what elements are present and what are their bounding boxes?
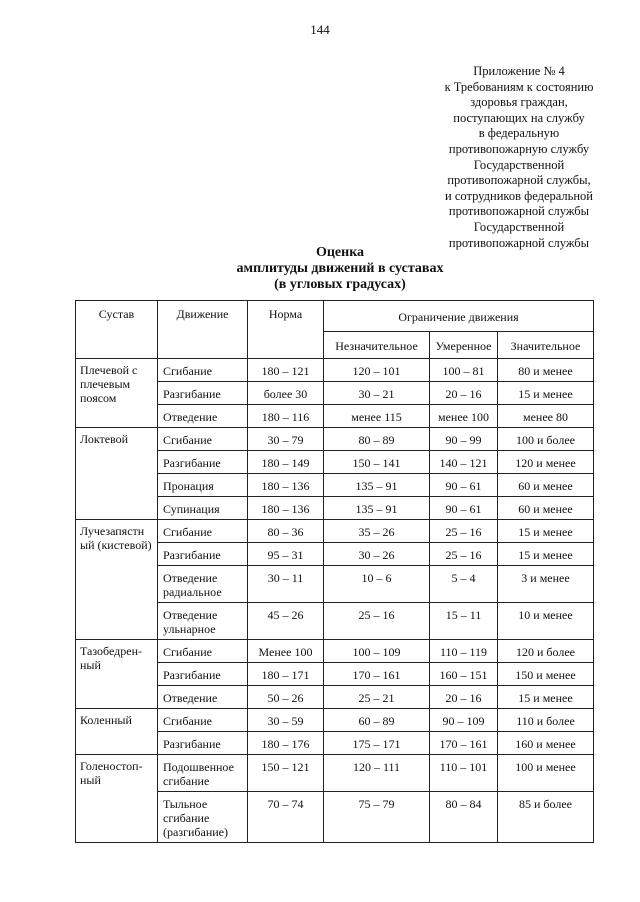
joint-cell: Лучезапястн ый (кистевой) <box>76 520 158 640</box>
movement-cell: Сгибание <box>158 359 248 382</box>
moderate-cell: 25 – 16 <box>430 520 498 543</box>
header-slight: Незначительное <box>324 332 430 359</box>
appendix-line: противопожарной службы <box>448 235 590 250</box>
moderate-cell: 110 – 101 <box>430 755 498 792</box>
movement-cell: Сгибание <box>158 640 248 663</box>
appendix-line: поступающих на службу <box>453 110 585 125</box>
moderate-cell: 110 – 119 <box>430 640 498 663</box>
significant-cell: 15 и менее <box>498 686 594 709</box>
moderate-cell: 90 – 99 <box>430 428 498 451</box>
movement-cell: Сгибание <box>158 428 248 451</box>
movement-cell: Разгибание <box>158 543 248 566</box>
significant-cell: 150 и менее <box>498 663 594 686</box>
slight-cell: 135 – 91 <box>324 474 430 497</box>
slight-cell: 100 – 109 <box>324 640 430 663</box>
title-line: (в угловых градусах) <box>274 277 406 292</box>
moderate-cell: 90 – 109 <box>430 709 498 732</box>
norm-cell: 180 – 176 <box>248 732 324 755</box>
movement-cell: Сгибание <box>158 709 248 732</box>
slight-cell: 80 – 89 <box>324 428 430 451</box>
joint-cell: Плечевой с плечевым поясом <box>76 359 158 428</box>
slight-cell: 25 – 16 <box>324 603 430 640</box>
appendix-line: противопожарной службы <box>448 204 590 219</box>
moderate-cell: 90 – 61 <box>430 474 498 497</box>
norm-cell: 30 – 11 <box>248 566 324 603</box>
appendix-line: Государственной <box>473 219 565 234</box>
movement-cell: Разгибание <box>158 732 248 755</box>
title-line: Оценка <box>315 245 365 260</box>
movement-cell: Отведение <box>158 405 248 428</box>
significant-cell: 60 и менее <box>498 497 594 520</box>
significant-cell: 120 и менее <box>498 451 594 474</box>
joint-cell: Коленный <box>76 709 158 755</box>
header-movement: Движение <box>158 301 248 359</box>
slight-cell: 10 – 6 <box>324 566 430 603</box>
significant-cell: 10 и менее <box>498 603 594 640</box>
slight-cell: 150 – 141 <box>324 451 430 474</box>
significant-cell: 80 и менее <box>498 359 594 382</box>
header-joint: Сустав <box>76 301 158 359</box>
range-of-motion-table <box>75 300 594 843</box>
appendix-line: в федеральную <box>478 126 560 141</box>
title-line: амплитуды движений в суставах <box>236 261 444 276</box>
norm-cell: 45 – 26 <box>248 603 324 640</box>
header-significant: Значительное <box>498 332 594 359</box>
slight-cell: 25 – 21 <box>324 686 430 709</box>
appendix-line: противопожарной службы, <box>447 173 591 188</box>
movement-cell: Разгибание <box>158 451 248 474</box>
page-number: 144 <box>310 22 330 37</box>
moderate-cell: 140 – 121 <box>430 451 498 474</box>
significant-cell: 60 и менее <box>498 474 594 497</box>
significant-cell: 15 и менее <box>498 382 594 405</box>
norm-cell: 30 – 59 <box>248 709 324 732</box>
significant-cell: 110 и более <box>498 709 594 732</box>
slight-cell: 120 – 111 <box>324 755 430 792</box>
norm-cell: 180 – 136 <box>248 474 324 497</box>
moderate-cell: 80 – 84 <box>430 792 498 843</box>
significant-cell: 120 и более <box>498 640 594 663</box>
appendix-line: и сотрудников федеральной <box>445 188 593 203</box>
moderate-cell: 20 – 16 <box>430 686 498 709</box>
norm-cell: 180 – 121 <box>248 359 324 382</box>
movement-cell: Разгибание <box>158 382 248 405</box>
slight-cell: 60 – 89 <box>324 709 430 732</box>
moderate-cell: 20 – 16 <box>430 382 498 405</box>
moderate-cell: менее 100 <box>430 405 498 428</box>
significant-cell: 100 и менее <box>498 755 594 792</box>
table-row <box>76 709 594 732</box>
table-row <box>76 755 594 792</box>
significant-cell: 100 и более <box>498 428 594 451</box>
appendix-line: Государственной <box>473 157 565 172</box>
slight-cell: 75 – 79 <box>324 792 430 843</box>
slight-cell: 30 – 21 <box>324 382 430 405</box>
slight-cell: 175 – 171 <box>324 732 430 755</box>
movement-cell: Отведение <box>158 686 248 709</box>
norm-cell: 70 – 74 <box>248 792 324 843</box>
slight-cell: 170 – 161 <box>324 663 430 686</box>
joint-cell: Тазобедрен-ный <box>76 640 158 709</box>
norm-cell: Менее 100 <box>248 640 324 663</box>
moderate-cell: 170 – 161 <box>430 732 498 755</box>
table-row <box>76 520 594 543</box>
slight-cell: 35 – 26 <box>324 520 430 543</box>
norm-cell: 180 – 136 <box>248 497 324 520</box>
significant-cell: 85 и более <box>498 792 594 843</box>
appendix-note <box>400 64 638 251</box>
significant-cell: 160 и менее <box>498 732 594 755</box>
significant-cell: менее 80 <box>498 405 594 428</box>
significant-cell: 15 и менее <box>498 543 594 566</box>
header-limitation: Ограничение движения <box>324 301 594 332</box>
norm-cell: 80 – 36 <box>248 520 324 543</box>
norm-cell: 180 – 149 <box>248 451 324 474</box>
moderate-cell: 25 – 16 <box>430 543 498 566</box>
document-title <box>0 245 640 293</box>
movement-cell: Пронация <box>158 474 248 497</box>
movement-cell: Отведение ульнарное <box>158 603 248 640</box>
movement-cell: Подошвенное сгибание <box>158 755 248 792</box>
moderate-cell: 160 – 151 <box>430 663 498 686</box>
norm-cell: 50 – 26 <box>248 686 324 709</box>
slight-cell: 135 – 91 <box>324 497 430 520</box>
moderate-cell: 15 – 11 <box>430 603 498 640</box>
slight-cell: 30 – 26 <box>324 543 430 566</box>
moderate-cell: 90 – 61 <box>430 497 498 520</box>
moderate-cell: 5 – 4 <box>430 566 498 603</box>
appendix-line: противопожарную службу <box>448 141 590 156</box>
norm-cell: более 30 <box>248 382 324 405</box>
slight-cell: менее 115 <box>324 405 430 428</box>
table-row <box>76 359 594 382</box>
movement-cell: Сгибание <box>158 520 248 543</box>
moderate-cell: 100 – 81 <box>430 359 498 382</box>
significant-cell: 15 и менее <box>498 520 594 543</box>
table-row <box>76 428 594 451</box>
appendix-line: здоровья граждан, <box>470 95 568 110</box>
norm-cell: 95 – 31 <box>248 543 324 566</box>
slight-cell: 120 – 101 <box>324 359 430 382</box>
movement-cell: Тыльное сгибание (разгибание) <box>158 792 248 843</box>
norm-cell: 180 – 116 <box>248 405 324 428</box>
movement-cell: Супинация <box>158 497 248 520</box>
movement-cell: Отведение радиальное <box>158 566 248 603</box>
movement-cell: Разгибание <box>158 663 248 686</box>
header-norm: Норма <box>248 301 324 359</box>
joint-cell: Локтевой <box>76 428 158 520</box>
norm-cell: 30 – 79 <box>248 428 324 451</box>
norm-cell: 150 – 121 <box>248 755 324 792</box>
significant-cell: 3 и менее <box>498 566 594 603</box>
appendix-line: Приложение № 4 <box>473 64 565 78</box>
norm-cell: 180 – 171 <box>248 663 324 686</box>
header-moderate: Умеренное <box>430 332 498 359</box>
joint-cell: Голеностоп-ный <box>76 755 158 843</box>
appendix-line: к Требованиям к состоянию <box>444 79 594 94</box>
table-row <box>76 640 594 663</box>
